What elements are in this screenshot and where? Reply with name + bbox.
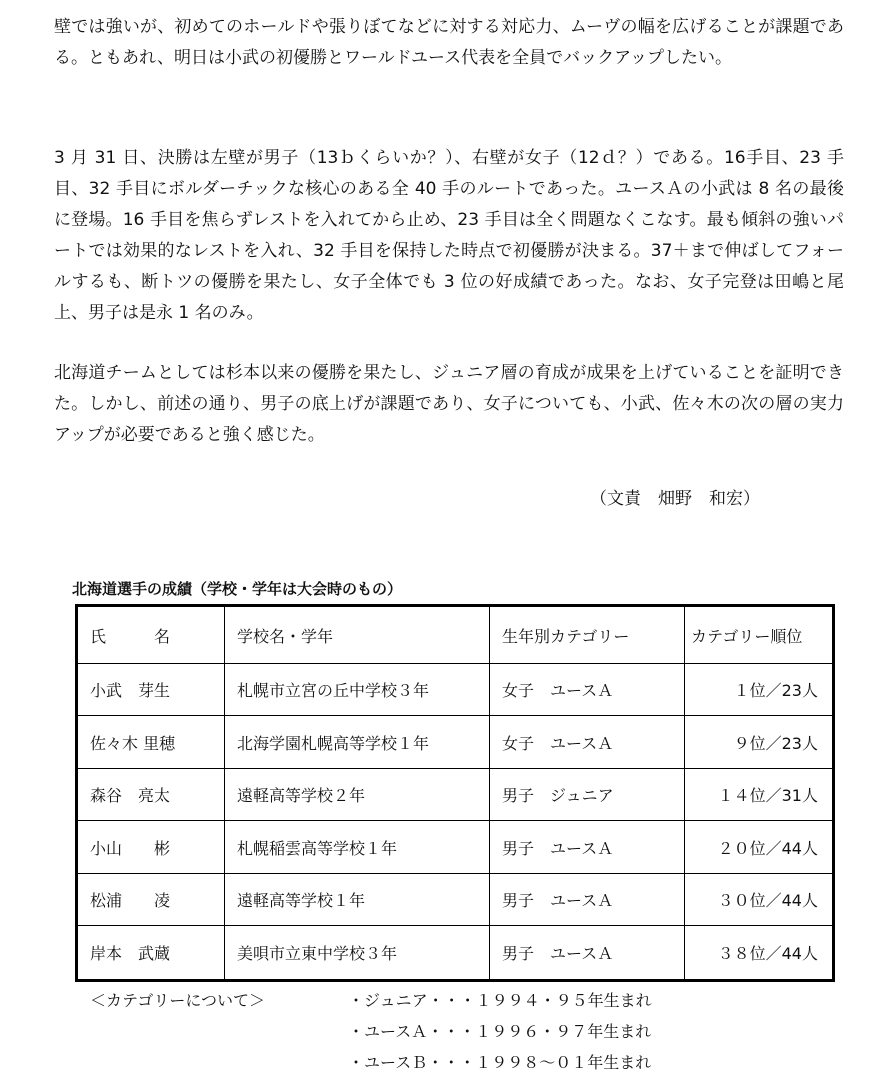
cell-category: 男子 ジュニア [490, 768, 685, 820]
header-rank: カテゴリー順位 [685, 606, 834, 664]
cell-name: 小山 彬 [77, 821, 225, 873]
header-school: 学校名・学年 [225, 606, 490, 664]
cell-category: 男子 ユースＡ [490, 926, 685, 981]
header-category: 生年別カテゴリー [490, 606, 685, 664]
cell-name: 佐々木 里穂 [77, 716, 225, 768]
cell-name: 松浦 凌 [77, 873, 225, 925]
cell-school: 北海学園札幌高等学校１年 [225, 716, 490, 768]
table-row [77, 768, 834, 820]
table-row [77, 926, 834, 981]
note-item: ・ユースＢ・・・１９９８～０１年生まれ [348, 1053, 652, 1072]
note-item: ・ユースＡ・・・１９９６・９７年生まれ [348, 1022, 652, 1041]
cell-name: 森谷 亮太 [77, 768, 225, 820]
cell-rank: ３０位／44人 [685, 873, 834, 925]
cell-rank: ３８位／44人 [685, 926, 834, 981]
cell-rank: ９位／23人 [685, 716, 834, 768]
notes-items [348, 985, 652, 1078]
table-caption: 北海道選手の成績（学校・学年は大会時のもの） [72, 580, 403, 598]
results-table [75, 604, 835, 982]
table-header-row [77, 606, 834, 664]
cell-category: 男子 ユースＡ [490, 821, 685, 873]
paragraph-2: 3 月 31 日、決勝は左壁が男子（13ｂくらいか？）、右壁が女子（12ｄ？）である。16手目、23 手目、32 手目にボルダーチックな核心のある全 40 手のルートであった。ユースＡの小武は 8 名の最後に登場。16 手目を焦らずレストを入れてから止め、23 手目は全く問題なくこなす。最も傾斜の強いパートでは効果的なレストを入れ、32 手目を保持した時点で初優勝が決まる。37＋まで伸ばしてフォールするも、断トツの優勝を果たし、女子全体でも 3 位の好成績であった。なお、女子完登は田嶋と尾上、男子は是永 1 名のみ。 [54, 148, 844, 323]
table-row [77, 716, 834, 768]
cell-rank: ２０位／44人 [685, 821, 834, 873]
note-item: ・ジュニア・・・１９９４・９５年生まれ [348, 991, 652, 1010]
cell-rank: １４位／31人 [685, 768, 834, 820]
cell-category: 女子 ユースＡ [490, 716, 685, 768]
notes-label: ＜カテゴリーについて＞ [90, 991, 266, 1010]
cell-school: 遠軽高等学校１年 [225, 873, 490, 925]
cell-category: 男子 ユースＡ [490, 873, 685, 925]
table-row [77, 821, 834, 873]
cell-name: 小武 芽生 [77, 664, 225, 716]
cell-school: 美唄市立東中学校３年 [225, 926, 490, 981]
table-row [77, 873, 834, 925]
cell-school: 遠軽高等学校２年 [225, 768, 490, 820]
cell-category: 女子 ユースＡ [490, 664, 685, 716]
author-credit: （文責 畑野 和宏） [590, 489, 760, 509]
cell-school: 札幌市立宮の丘中学校３年 [225, 664, 490, 716]
cell-name: 岸本 武蔵 [77, 926, 225, 981]
paragraph-3: 北海道チームとしては杉本以来の優勝を果たし、ジュニア層の育成が成果を上げていることを証明できた。しかし、前述の通り、男子の底上げが課題であり、女子についても、小武、佐々木の次の層の実力アップが必要であると強く感じた。 [54, 363, 844, 445]
cell-school: 札幌稲雲高等学校１年 [225, 821, 490, 873]
header-name: 氏 名 [77, 606, 225, 664]
paragraph-1: 壁では強いが、初めてのホールドや張りぼてなどに対する対応力、ムーヴの幅を広げることが課題である。ともあれ、明日は小武の初優勝とワールドユース代表を全員でバックアップしたい。 [54, 17, 844, 68]
table-row [77, 664, 834, 716]
cell-rank: １位／23人 [685, 664, 834, 716]
